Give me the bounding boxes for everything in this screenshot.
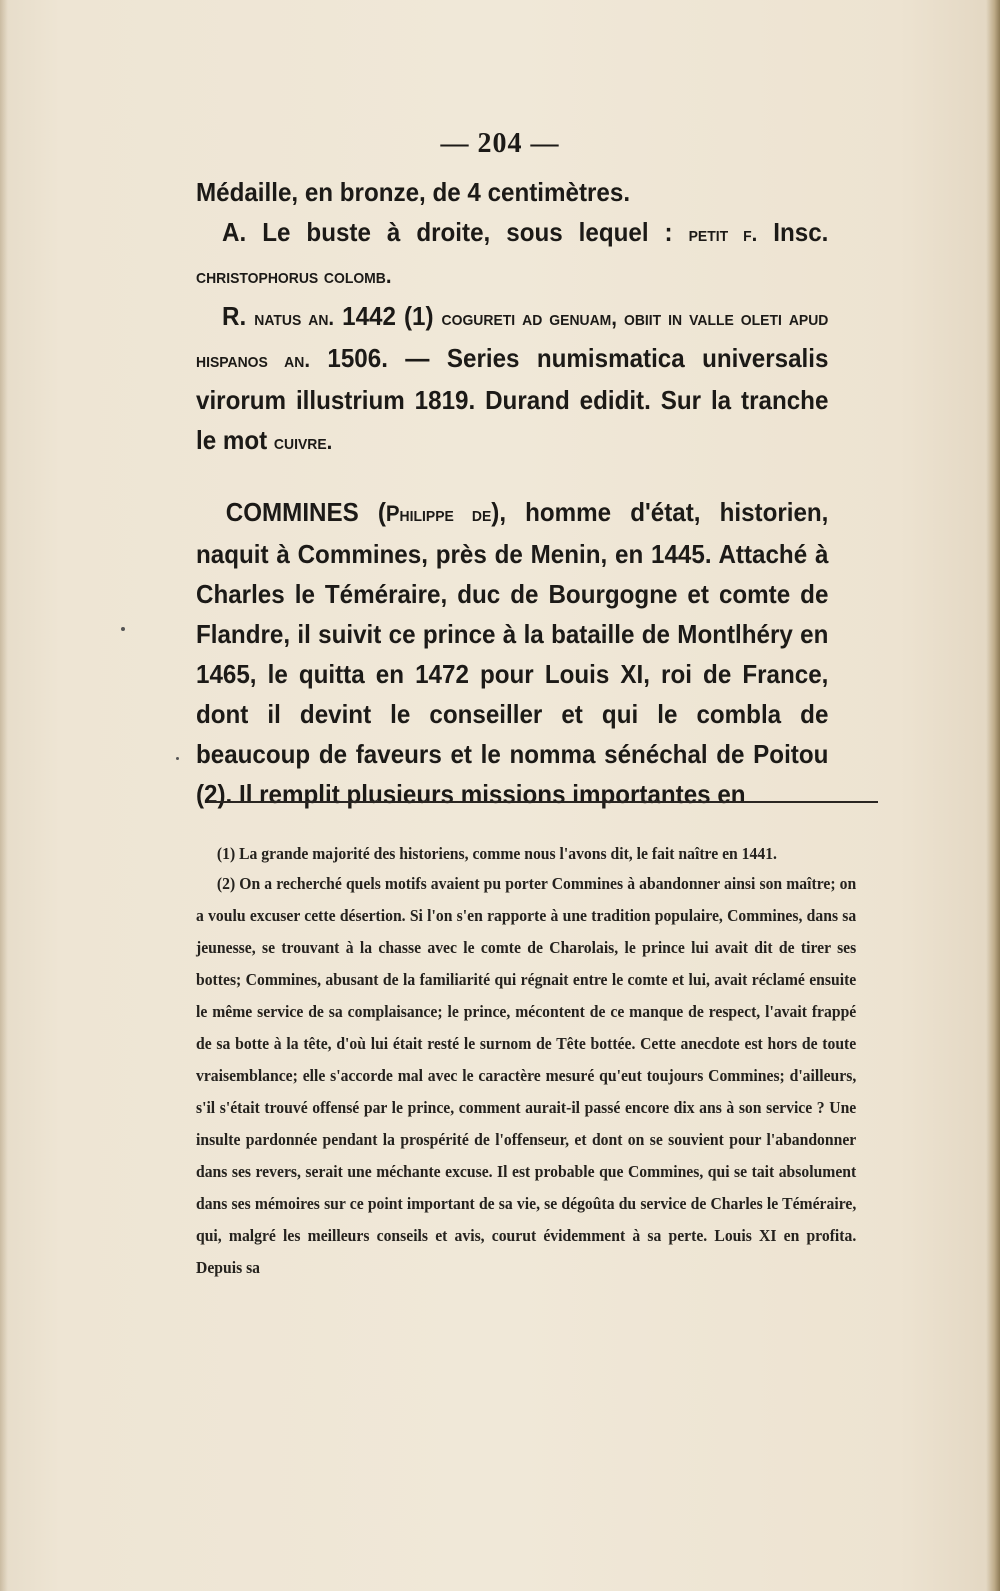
footnote-2: (2) On a recherché quels motifs avaient pu porter Commines à abandonner ainsi son maître; on a voulu excuser cette désertion. Si l'on s'en rapporte à une tradition populaire, Commines, dans sa jeunesse, se trouvant à la chasse avec le comte de Charolais, le prince lui avait dit de tirer ses bottes; Commines, abusant de la familiarité qui régnait entre le comte et lui, avait réclamé ensuite le même service de sa complaisance; le prince, mécontent de ce manque de respect, l'avait frappé de sa botte à la tête, d'où lui était resté le surnom de Tête bottée. Cette anecdote est hors de toute vraisemblance; elle s'accorde mal avec le caractère mesuré qu'eut toujours Commines; d'ailleurs, s'il s'était trouvé offensé par le prince, comment aurait-il passé encore dix ans à son service ? Une insulte pardonnée pendant la prospérité de l'offenseur, et dont on se souvient pour l'abandonner dans ses revers, serait une méchante excuse. Il est probable que Commines, qui se tait absolument dans ses mémoires sur ce point important de sa vie, se dégoûta du service de Charles le Téméraire, qui, malgré les meilleurs conseils et avis, courut évidemment à sa perte. Louis XI en profita. Depuis sa <box>196 874 857 1277</box>
reverse-material: cuivre. <box>273 429 333 454</box>
commines-paragraph <box>196 492 828 814</box>
obverse-text: A. Le buste à droite, sous lequel : <box>222 217 689 247</box>
commines-text: ), homme d'état, historien, naquit à Commines, près de Menin, en 1445. Attaché à Charles le Téméraire, duc de Bourgogne et comte de Flandre, il suivit ce prince à la bataille de Montlhéry en 1465, le quitta en 1472 pour Louis XI, roi de France, dont il devint le conseiller et qui le combla de beaucoup de faveurs et le nomma sénéchal de Poitou (2). Il remplit plusieurs missions importantes en <box>196 497 829 809</box>
obverse-description <box>196 212 828 296</box>
obverse-inscription: christophorus colomb. <box>196 263 392 288</box>
page-left-shadow <box>0 0 8 1591</box>
page-number: — 204 — <box>440 128 560 159</box>
commines-heading: COMMINES ( <box>225 497 386 527</box>
obverse-signature: petit f. <box>688 221 758 246</box>
commines-firstname: Philippe de <box>385 501 492 526</box>
main-text <box>196 172 828 814</box>
reverse-inscription-1: natus an. <box>254 305 335 330</box>
medal-description: Médaille, en bronze, de 4 centimètres. <box>196 177 631 207</box>
reverse-label: R. <box>222 301 255 331</box>
footnote-rule <box>208 801 878 803</box>
reverse-inscription-2: cogureti ad genuam, obiit in valle oleti apud hispanos an. <box>196 305 829 372</box>
footnote-1: (1) La grande majorité des historiens, comme nous l'avons dit, le fait naître en 1441. <box>216 844 777 863</box>
page-right-edge <box>986 0 1000 1591</box>
obverse-insc: Insc. <box>757 217 829 247</box>
reverse-year: 1442 (1) <box>334 301 442 331</box>
page-speck <box>176 757 179 760</box>
footnotes <box>196 838 856 1284</box>
reverse-description <box>196 296 828 462</box>
page-speck <box>121 627 125 631</box>
reverse-text: 1506. — Series numismatica universalis virorum illustrium 1819. Durand edidit. Sur la tranche le mot <box>196 343 829 455</box>
